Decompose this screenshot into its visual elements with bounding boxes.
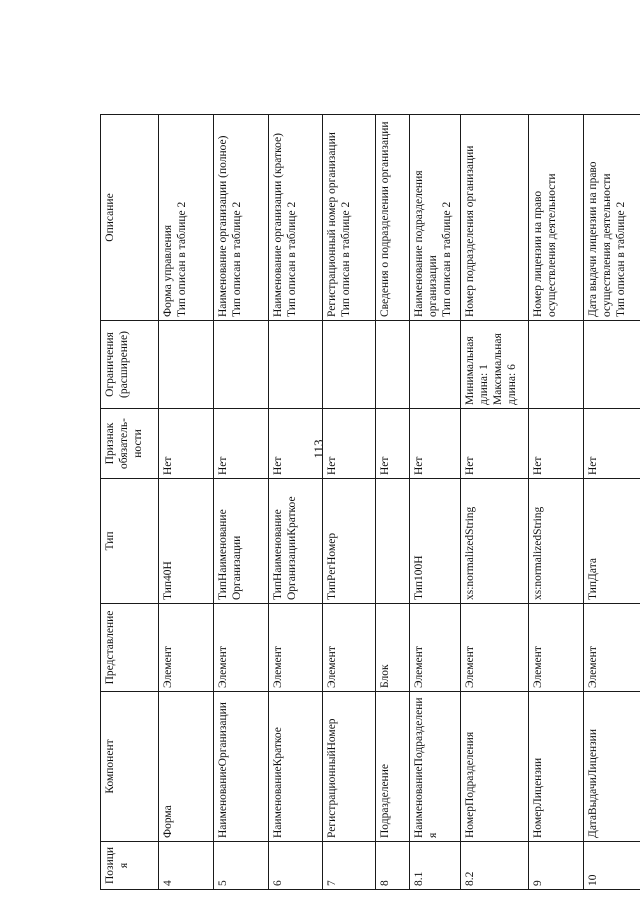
cell-required: Нет bbox=[323, 409, 376, 479]
header-required: Признак обязатель-ности bbox=[101, 409, 159, 479]
cell-component: РегистрационныйНомер bbox=[323, 692, 376, 842]
cell-description: Наименование подразделения организации Тип описан в таблице 2 bbox=[410, 115, 461, 321]
cell-representation: Элемент bbox=[214, 604, 269, 692]
table-row bbox=[214, 115, 269, 890]
component-spec-table bbox=[100, 114, 640, 890]
cell-required: Нет bbox=[376, 409, 410, 479]
cell-component: Форма bbox=[159, 692, 214, 842]
cell-position: 4 bbox=[159, 842, 214, 890]
cell-component: НаименованиеКраткое bbox=[269, 692, 323, 842]
cell-type: ТипДата bbox=[584, 479, 640, 604]
cell-description: Наименование организации (краткое) Тип описан в таблице 2 bbox=[269, 115, 323, 321]
cell-component: ДатаВыдачиЛицензии bbox=[584, 692, 640, 842]
cell-component: НаименованиеОрганизации bbox=[214, 692, 269, 842]
cell-component: НомерЛицензии bbox=[529, 692, 584, 842]
table-row bbox=[529, 115, 584, 890]
cell-description: Сведения о подразделении организации bbox=[376, 115, 410, 321]
cell-component: Подразделение bbox=[376, 692, 410, 842]
cell-description: Наименование организации (полное) Тип описан в таблице 2 bbox=[214, 115, 269, 321]
cell-position: 7 bbox=[323, 842, 376, 890]
cell-representation: Блок bbox=[376, 604, 410, 692]
cell-type: ТипНаименование Организации bbox=[214, 479, 269, 604]
cell-type: Тип40Н bbox=[159, 479, 214, 604]
cell-type bbox=[376, 479, 410, 604]
cell-position: 6 bbox=[269, 842, 323, 890]
cell-representation: Элемент bbox=[461, 604, 529, 692]
header-constraints: Ограничения (расширение) bbox=[101, 321, 159, 409]
cell-type: ТипНаименование ОрганизацииКраткое bbox=[269, 479, 323, 604]
cell-required: Нет bbox=[269, 409, 323, 479]
table-header-row bbox=[101, 115, 159, 890]
cell-representation: Элемент bbox=[159, 604, 214, 692]
table-row bbox=[410, 115, 461, 890]
cell-required: Нет bbox=[461, 409, 529, 479]
cell-component: НаименованиеПодразделения bbox=[410, 692, 461, 842]
cell-constraints bbox=[269, 321, 323, 409]
cell-constraints bbox=[529, 321, 584, 409]
cell-description: Дата выдачи лицензии на право осуществления деятельности Тип описан в таблице 2 bbox=[584, 115, 640, 321]
cell-representation: Элемент bbox=[410, 604, 461, 692]
cell-constraints bbox=[584, 321, 640, 409]
cell-type: Тип100Н bbox=[410, 479, 461, 604]
page-number: 113 bbox=[311, 439, 326, 459]
cell-representation: Элемент bbox=[269, 604, 323, 692]
cell-description: Регистрационный номер организации Тип описан в таблице 2 bbox=[323, 115, 376, 321]
cell-constraints: Минимальная длина: 1 Максимальная длина: 6 bbox=[461, 321, 529, 409]
cell-required: Нет bbox=[214, 409, 269, 479]
header-type: Тип bbox=[101, 479, 159, 604]
header-position: Позиция bbox=[101, 842, 159, 890]
cell-position: 8.2 bbox=[461, 842, 529, 890]
cell-type: ТипРегНомер bbox=[323, 479, 376, 604]
cell-description: Номер лицензии на право осуществления деятельности bbox=[529, 115, 584, 321]
cell-required: Нет bbox=[584, 409, 640, 479]
cell-type: xs:normalizedString bbox=[529, 479, 584, 604]
cell-position: 8.1 bbox=[410, 842, 461, 890]
table-row bbox=[584, 115, 640, 890]
cell-constraints bbox=[323, 321, 376, 409]
cell-position: 10 bbox=[584, 842, 640, 890]
cell-constraints bbox=[410, 321, 461, 409]
cell-component: НомерПодразделения bbox=[461, 692, 529, 842]
header-component: Компонент bbox=[101, 692, 159, 842]
cell-representation: Элемент bbox=[584, 604, 640, 692]
table-row bbox=[269, 115, 323, 890]
cell-constraints bbox=[214, 321, 269, 409]
cell-required: Нет bbox=[529, 409, 584, 479]
cell-constraints bbox=[159, 321, 214, 409]
table-row bbox=[323, 115, 376, 890]
table-row bbox=[461, 115, 529, 890]
cell-position: 5 bbox=[214, 842, 269, 890]
cell-constraints bbox=[376, 321, 410, 409]
rotated-table-container bbox=[100, 121, 640, 890]
cell-position: 9 bbox=[529, 842, 584, 890]
cell-representation: Элемент bbox=[323, 604, 376, 692]
cell-required: Нет bbox=[159, 409, 214, 479]
cell-position: 8 bbox=[376, 842, 410, 890]
table-row bbox=[376, 115, 410, 890]
cell-type: xs:normalizedString bbox=[461, 479, 529, 604]
header-description: Описание bbox=[101, 115, 159, 321]
table-row bbox=[159, 115, 214, 890]
header-representation: Представление bbox=[101, 604, 159, 692]
cell-required: Нет bbox=[410, 409, 461, 479]
cell-description: Форма управления Тип описан в таблице 2 bbox=[159, 115, 214, 321]
cell-representation: Элемент bbox=[529, 604, 584, 692]
cell-description: Номер подразделения организации bbox=[461, 115, 529, 321]
